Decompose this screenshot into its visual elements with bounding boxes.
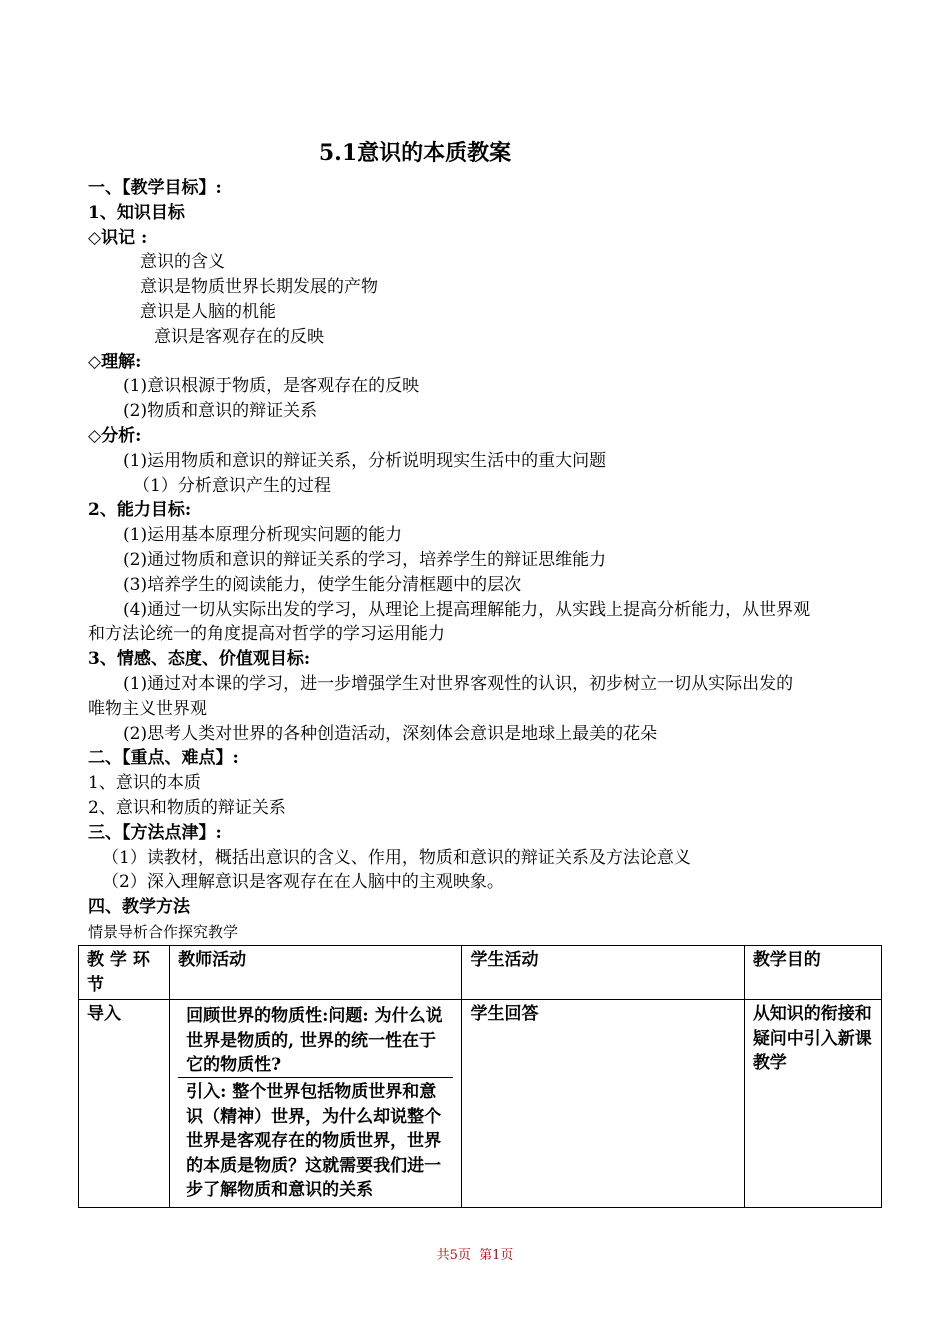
lesson-plan-table: [78, 945, 882, 1208]
subsection-heading: 2、能力目标:: [88, 500, 192, 521]
list-item: (2)物质和意识的辩证关系: [123, 401, 318, 422]
list-item: (1)运用物质和意识的辩证关系，分析说明现实生活中的重大问题: [123, 450, 607, 471]
list-item: （1）分析意识产生的过程: [133, 475, 331, 496]
list-item: (3)培养学生的阅读能力，使学生能分清框题中的层次: [123, 574, 522, 595]
list-item-continued: 和方法论统一的角度提高对哲学的学习运用能力: [88, 624, 445, 645]
section-heading: 一、【教学目标】:: [88, 178, 222, 198]
list-item: (1)意识根源于物质，是客观存在的反映: [123, 376, 420, 397]
subsection-heading: ◇分析:: [88, 425, 142, 446]
list-item: (2)通过物质和意识的辩证关系的学习，培养学生的辩证思维能力: [123, 549, 607, 570]
table-header-cell: 教师活动: [170, 946, 462, 1000]
table-row: [79, 1000, 882, 1208]
list-item: 1、意识的本质: [88, 773, 201, 794]
list-item: 意识是人脑的机能: [140, 301, 276, 322]
list-item: 意识是物质世界长期发展的产物: [140, 277, 378, 298]
page-footer: [0, 1244, 950, 1263]
list-item: （2）深入理解意识是客观存在在人脑中的主观映象。: [102, 872, 504, 893]
list-item: (4)通过一切从实际出发的学习，从理论上提高理解能力，从实践上提高分析能力，从世界观: [123, 599, 811, 620]
student-activity-cell: 学生回答: [462, 1000, 744, 1208]
section-heading: 三、【方法点津】:: [88, 822, 222, 843]
list-item: (1)通过对本课的学习，进一步增强学生对世界客观性的认识，初步树立一切从实际出发的: [123, 673, 794, 694]
table-header-cell: 学生活动: [462, 946, 744, 1000]
table-header-cell: 教 学 环节: [79, 946, 170, 1000]
total-pages: 共5页: [436, 1248, 471, 1263]
subsection-heading: 1、知识目标: [88, 202, 185, 223]
list-item: (2)思考人类对世界的各种创造活动，深刻体会意识是地球上最美的花朵: [123, 723, 658, 744]
list-item: 2、意识和物质的辩证关系: [88, 797, 286, 818]
stage-cell: 导入: [79, 1000, 170, 1208]
page-title: 5.1意识的本质教案: [318, 140, 512, 166]
list-item: 意识是客观存在的反映: [154, 326, 324, 347]
teacher-activity-cell: [170, 1000, 462, 1208]
list-item: 意识的含义: [140, 252, 225, 273]
subsection-heading: 3、情感、态度、价值观目标:: [88, 649, 311, 670]
list-item-continued: 唯物主义世界观: [88, 698, 207, 719]
list-item: (1)运用基本原理分析现实问题的能力: [123, 525, 403, 546]
subsection-heading: ◇理解:: [88, 351, 142, 372]
teacher-activity-review: 回顾世界的物质性:问题: 为什么说世界是物质的, 世界的统一性在于它的物质性?: [178, 1002, 453, 1078]
list-item: （1）读教材，概括出意识的含义、作用，物质和意识的辩证关系及方法论意义: [102, 847, 691, 868]
current-page: 第1页: [479, 1248, 514, 1263]
teaching-purpose-cell: 从知识的衔接和疑问中引入新课教学: [744, 1000, 881, 1208]
section-heading: 二、【重点、难点】:: [88, 748, 239, 769]
document-body: [88, 176, 878, 945]
table-header-cell: 教学目的: [744, 946, 881, 1000]
subsection-heading: ◇识记 :: [88, 227, 148, 248]
table-header-row: [79, 946, 882, 1000]
section-heading: 四、教学方法: [88, 897, 190, 918]
teaching-method-text: 情景导析合作探究教学: [88, 922, 239, 941]
teacher-activity-intro: 引入: 整个世界包括物质世界和意识（精神）世界，为什么却说整个世界是客观存在的物质世界，世界的本质是物质？这就需要我们进一步了解物质和意识的关系: [186, 1082, 442, 1200]
